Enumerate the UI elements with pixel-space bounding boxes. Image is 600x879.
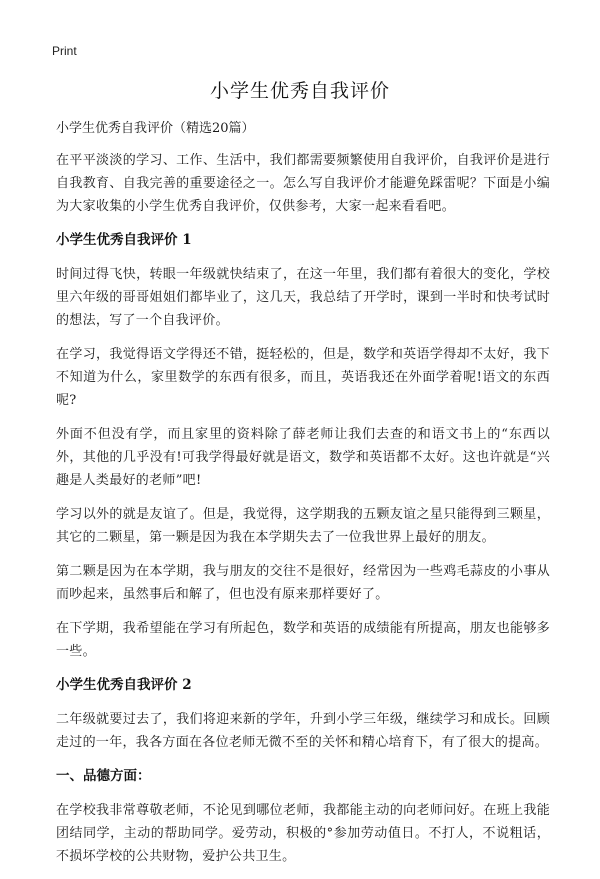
print-link[interactable]: Print xyxy=(52,44,77,58)
paragraph: 第二颗是因为在本学期，我与朋友的交往不是很好，经常因为一些鸡毛蒜皮的小事从而吵起来，虽然事后和解了，但也没有原来那样要好了。 xyxy=(56,564,550,602)
intro-paragraph: 在平平淡淡的学习、工作、生活中，我们都需要频繁使用自我评价，自我评价是进行自我教育、自我完善的重要途径之一。怎么写自我评价才能避免踩雷呢？下面是小编为大家收集的小学生优秀自我评价，仅供参考，大家一起来看看吧。 xyxy=(56,153,550,214)
paragraph: 时间过得飞快，转眼一年级就快结束了，在这一年里，我们都有着很大的变化，学校里六年级的哥哥姐姐们都毕业了，这几天，我总结了开学时，课到一半时和快考试时的想法，写了一个自我评价。 xyxy=(56,267,550,328)
paragraph: 在下学期，我希望能在学习有所起色，数学和英语的成绩能有所提高，朋友也能够多一些。 xyxy=(56,621,550,659)
section-heading-2: 小学生优秀自我评价 2 xyxy=(56,677,192,693)
paragraph: 学习以外的就是友谊了。但是，我觉得，这学期我的五颗友谊之星只能得到三颗星，其它的二颗星，第一颗是因为我在本学期失去了一位我世界上最好的朋友。 xyxy=(56,507,550,545)
paragraph: 外面不但没有学，而且家里的资料除了薛老师让我们去查的和语文书上的“东西以外，其他的几乎没有!可我学得最好就是语文，数学和英语都不太好。这也许就是“兴趣是人类最好的老师”吧! xyxy=(56,427,550,488)
section-heading-1: 小学生优秀自我评价 1 xyxy=(56,232,192,248)
page-title: 小学生优秀自我评价 xyxy=(209,80,390,102)
article-body xyxy=(56,118,550,879)
paragraph: 二年级就要过去了，我们将迎来新的学年，升到小学三年级，继续学习和成长。回顾走过的一年，我各方面在各位老师无微不至的关怀和精心培育下，有了很大的提高。 xyxy=(56,712,550,750)
paragraph: 在学校我非常尊敬老师，不论见到哪位老师，我都能主动的向老师问好。在班上我能团结同学，主动的帮助同学。爱劳动，积极的°参加劳动值日。不打人，不说粗话，不损坏学校的公共财物，爱护公共卫生。 xyxy=(56,803,550,864)
paragraph: 在学习，我觉得语文学得还不错，挺轻松的，但是，数学和英语学得却不太好，我下不知道为什么，家里数学的东西有很多，而且，英语我还在外面学着呢!语文的东西呢? xyxy=(56,347,550,408)
article-subtitle: 小学生优秀自我评价（精选20篇） xyxy=(56,121,255,136)
subsection-heading: 一、品德方面： xyxy=(56,768,151,784)
